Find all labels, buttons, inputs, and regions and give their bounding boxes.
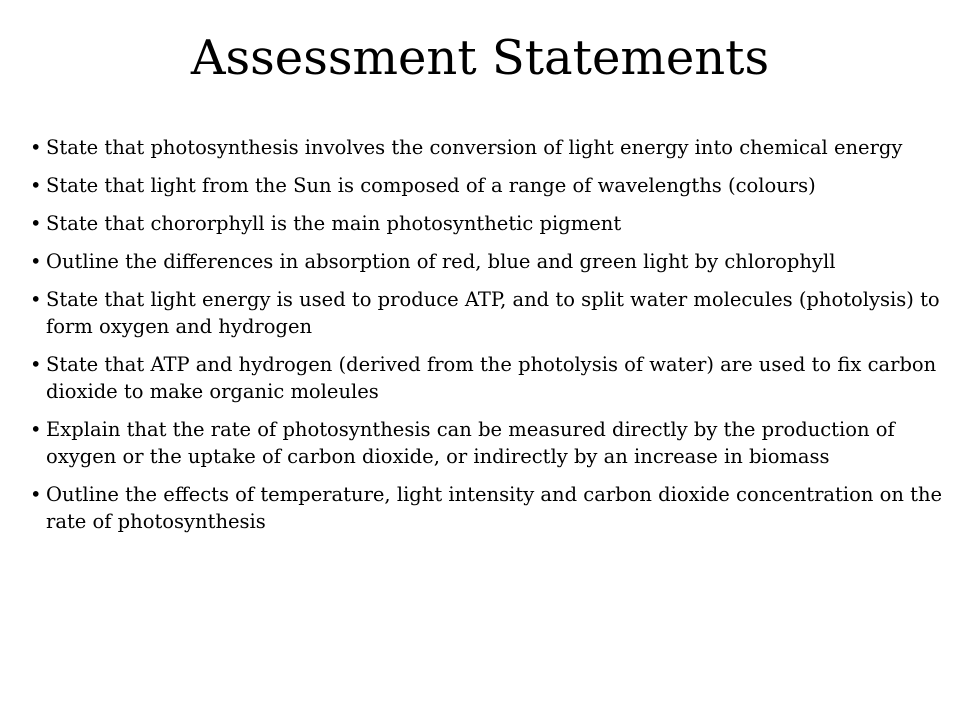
- bullet-item: [30, 172, 950, 199]
- bullet-text: State that ATP and hydrogen (derived from the photolysis of water) are used to fix carbon dioxide to make organic moleules: [46, 353, 937, 403]
- bullet-text: Outline the effects of temperature, light intensity and carbon dioxide concentration on the rate of photosynthesis: [46, 483, 943, 533]
- bullet-item: [30, 416, 950, 470]
- bullet-dot-icon: •: [30, 212, 42, 235]
- bullet-dot-icon: •: [30, 174, 42, 197]
- slide-title: Assessment Statements: [190, 30, 770, 86]
- bullet-item: [30, 481, 950, 535]
- bullet-text: State that chororphyll is the main photosynthetic pigment: [46, 212, 622, 235]
- bullet-dot-icon: •: [30, 418, 42, 441]
- bullet-text: State that light from the Sun is composed of a range of wavelengths (colours): [46, 174, 816, 197]
- bullet-dot-icon: •: [30, 288, 42, 311]
- bullet-dot-icon: •: [30, 353, 42, 376]
- bullet-dot-icon: •: [30, 483, 42, 506]
- bullet-item: [30, 210, 950, 237]
- bullet-list: [30, 134, 950, 546]
- bullet-text: Explain that the rate of photosynthesis can be measured directly by the production of oxygen or the uptake of carbon dioxide, or indirectly by an increase in biomass: [46, 418, 895, 468]
- bullet-text: State that light energy is used to produce ATP, and to split water molecules (photolysis) to form oxygen and hydrogen: [46, 288, 940, 338]
- bullet-item: [30, 134, 950, 161]
- bullet-text: Outline the differences in absorption of red, blue and green light by chlorophyll: [46, 250, 836, 273]
- bullet-dot-icon: •: [30, 136, 42, 159]
- bullet-item: [30, 286, 950, 340]
- bullet-item: [30, 351, 950, 405]
- bullet-dot-icon: •: [30, 250, 42, 273]
- bullet-text: State that photosynthesis involves the conversion of light energy into chemical energy: [46, 136, 903, 159]
- bullet-item: [30, 248, 950, 275]
